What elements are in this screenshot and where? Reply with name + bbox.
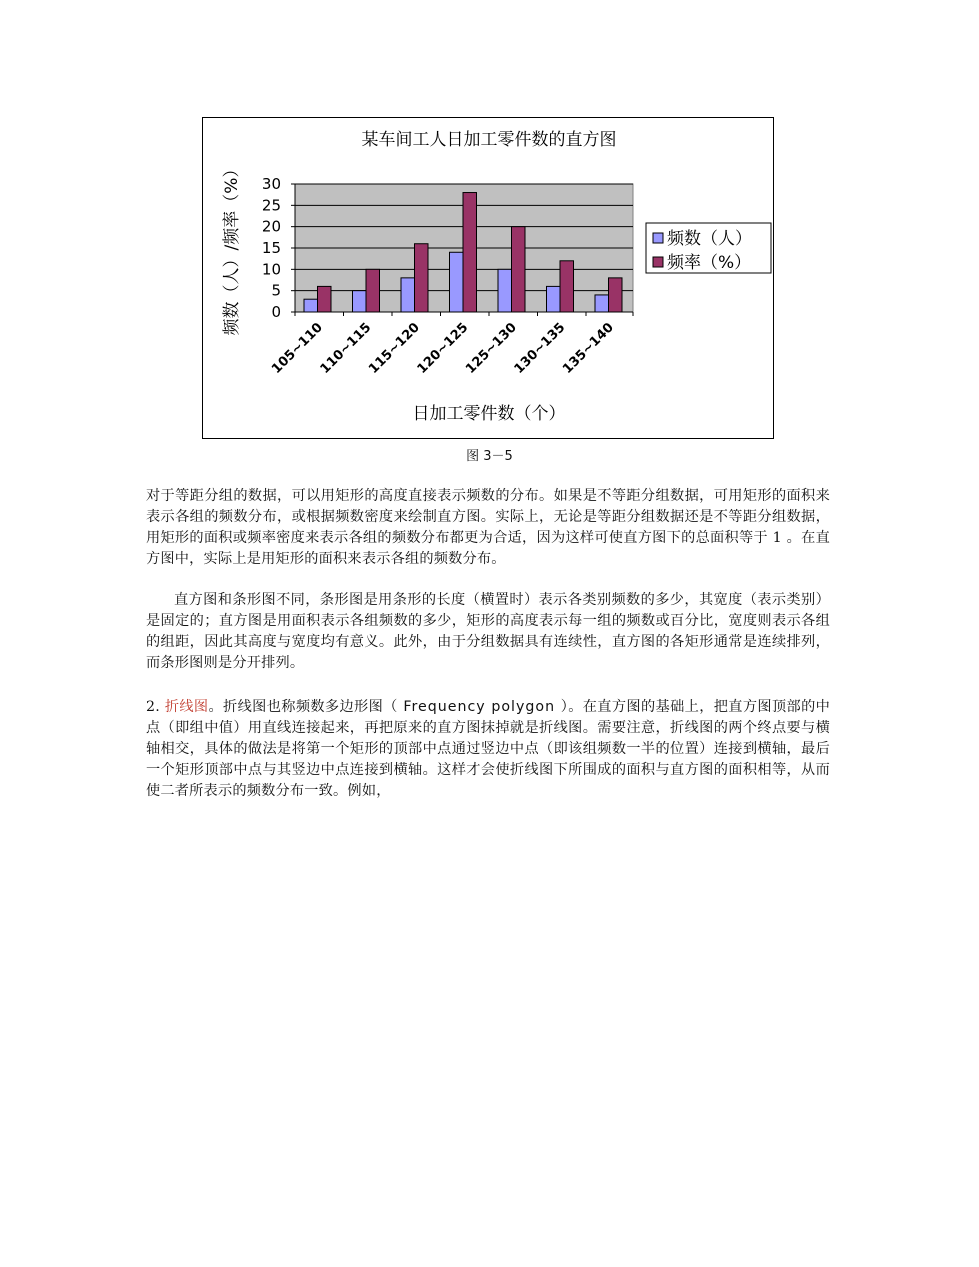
bar-rate-120~125: [463, 193, 477, 312]
bar-frequency-135~140: [595, 295, 609, 312]
legend-swatch-0: [653, 233, 663, 243]
paragraph-3-part-a: 。折线图也称频数多边形图（: [208, 699, 398, 715]
bar-rate-130~135: [560, 261, 574, 312]
english-term: Frequency polygon: [397, 699, 561, 715]
legend-label-1: 频率（%）: [667, 253, 752, 273]
paragraph-1: 对于等距分组的数据，可以用矩形的高度直接表示频数的分布。如果是不等距分组数据，可用矩形的面积来表示各组的频数分布，或根据频数密度来绘制直方图。实际上，无论是等距分组数据还是不等距分组数据，用矩形的面积或频率密度来表示各组的频数分布都更为合适，因为这样可使直方图下的总面积等于 1 。在直方图中，实际上是用矩形的面积来表示各组的频数分布。: [146, 488, 830, 567]
y-tick-label: 30: [261, 175, 281, 193]
paragraph-2: 直方图和条形图不同，条形图是用条形的长度（横置时）表示各类别频数的多少，其宽度（表示类别）是固定的；直方图是用面积表示各组频数的多少，矩形的高度表示每一组的频数或百分比，宽度则表示各组的组距，因此其高度与宽度均有意义。此外，由于分组数据具有连续性，直方图的各矩形通常是连续排列，而条形图则是分开排列。: [146, 592, 830, 671]
y-axis-label: 频数（人）/频率（%）: [222, 160, 242, 336]
chart-title: 某车间工人日加工零件数的直方图: [361, 130, 617, 150]
legend-label-0: 频数（人）: [667, 229, 752, 249]
bar-rate-125~130: [512, 227, 526, 312]
bar-rate-115~120: [415, 244, 429, 312]
bar-frequency-120~125: [450, 252, 464, 312]
histogram-figure: [202, 117, 774, 439]
x-tick-label: 110~115: [317, 320, 375, 377]
x-tick-label: 135~140: [560, 320, 617, 377]
bar-frequency-105~110: [304, 299, 318, 312]
x-tick-label: 105~110: [269, 320, 326, 377]
legend-swatch-1: [653, 257, 663, 267]
x-tick-label: 115~120: [366, 320, 423, 377]
paragraph-3-part-b: ）。在直方图的基础上，把直方图顶部的中点（即组中值）用直线连接起来，再把原来的直方图抹掉就是折线图。需要注意，折线图的两个终点要与横轴相交，具体的做法是将第一个矩形的顶部中点通过竖边中点（即该组频数一半的位置）连接到横轴，最后一个矩形顶部中点与其竖边中点连接到横轴。这样才会使折线图下所围成的面积与直方图的面积相等，从而使二者所表示的频数分布一致。例如，: [146, 699, 831, 799]
x-tick-label: 130~135: [511, 320, 569, 377]
histogram-chart: [203, 118, 775, 440]
section-number: 2.: [146, 699, 160, 715]
x-axis-label: 日加工零件数（个）: [412, 404, 566, 424]
y-tick-label: 0: [271, 303, 281, 321]
y-tick-label: 5: [271, 281, 281, 300]
y-tick-label: 25: [261, 196, 281, 215]
bar-frequency-125~130: [498, 269, 512, 312]
bar-rate-135~140: [609, 278, 623, 312]
bar-frequency-115~120: [401, 278, 415, 312]
y-tick-label: 20: [261, 217, 281, 236]
paragraph-3: [146, 697, 830, 802]
term-highlight: 折线图: [164, 699, 209, 715]
figure-caption: 图 3－5: [466, 449, 513, 464]
bar-frequency-130~135: [547, 286, 561, 312]
x-tick-label: 120~125: [414, 320, 472, 377]
bar-rate-105~110: [318, 286, 332, 312]
bar-rate-110~115: [366, 269, 380, 312]
x-tick-label: 125~130: [463, 320, 520, 377]
bar-frequency-110~115: [353, 291, 367, 312]
y-tick-label: 15: [261, 239, 281, 257]
y-tick-label: 10: [261, 260, 281, 279]
